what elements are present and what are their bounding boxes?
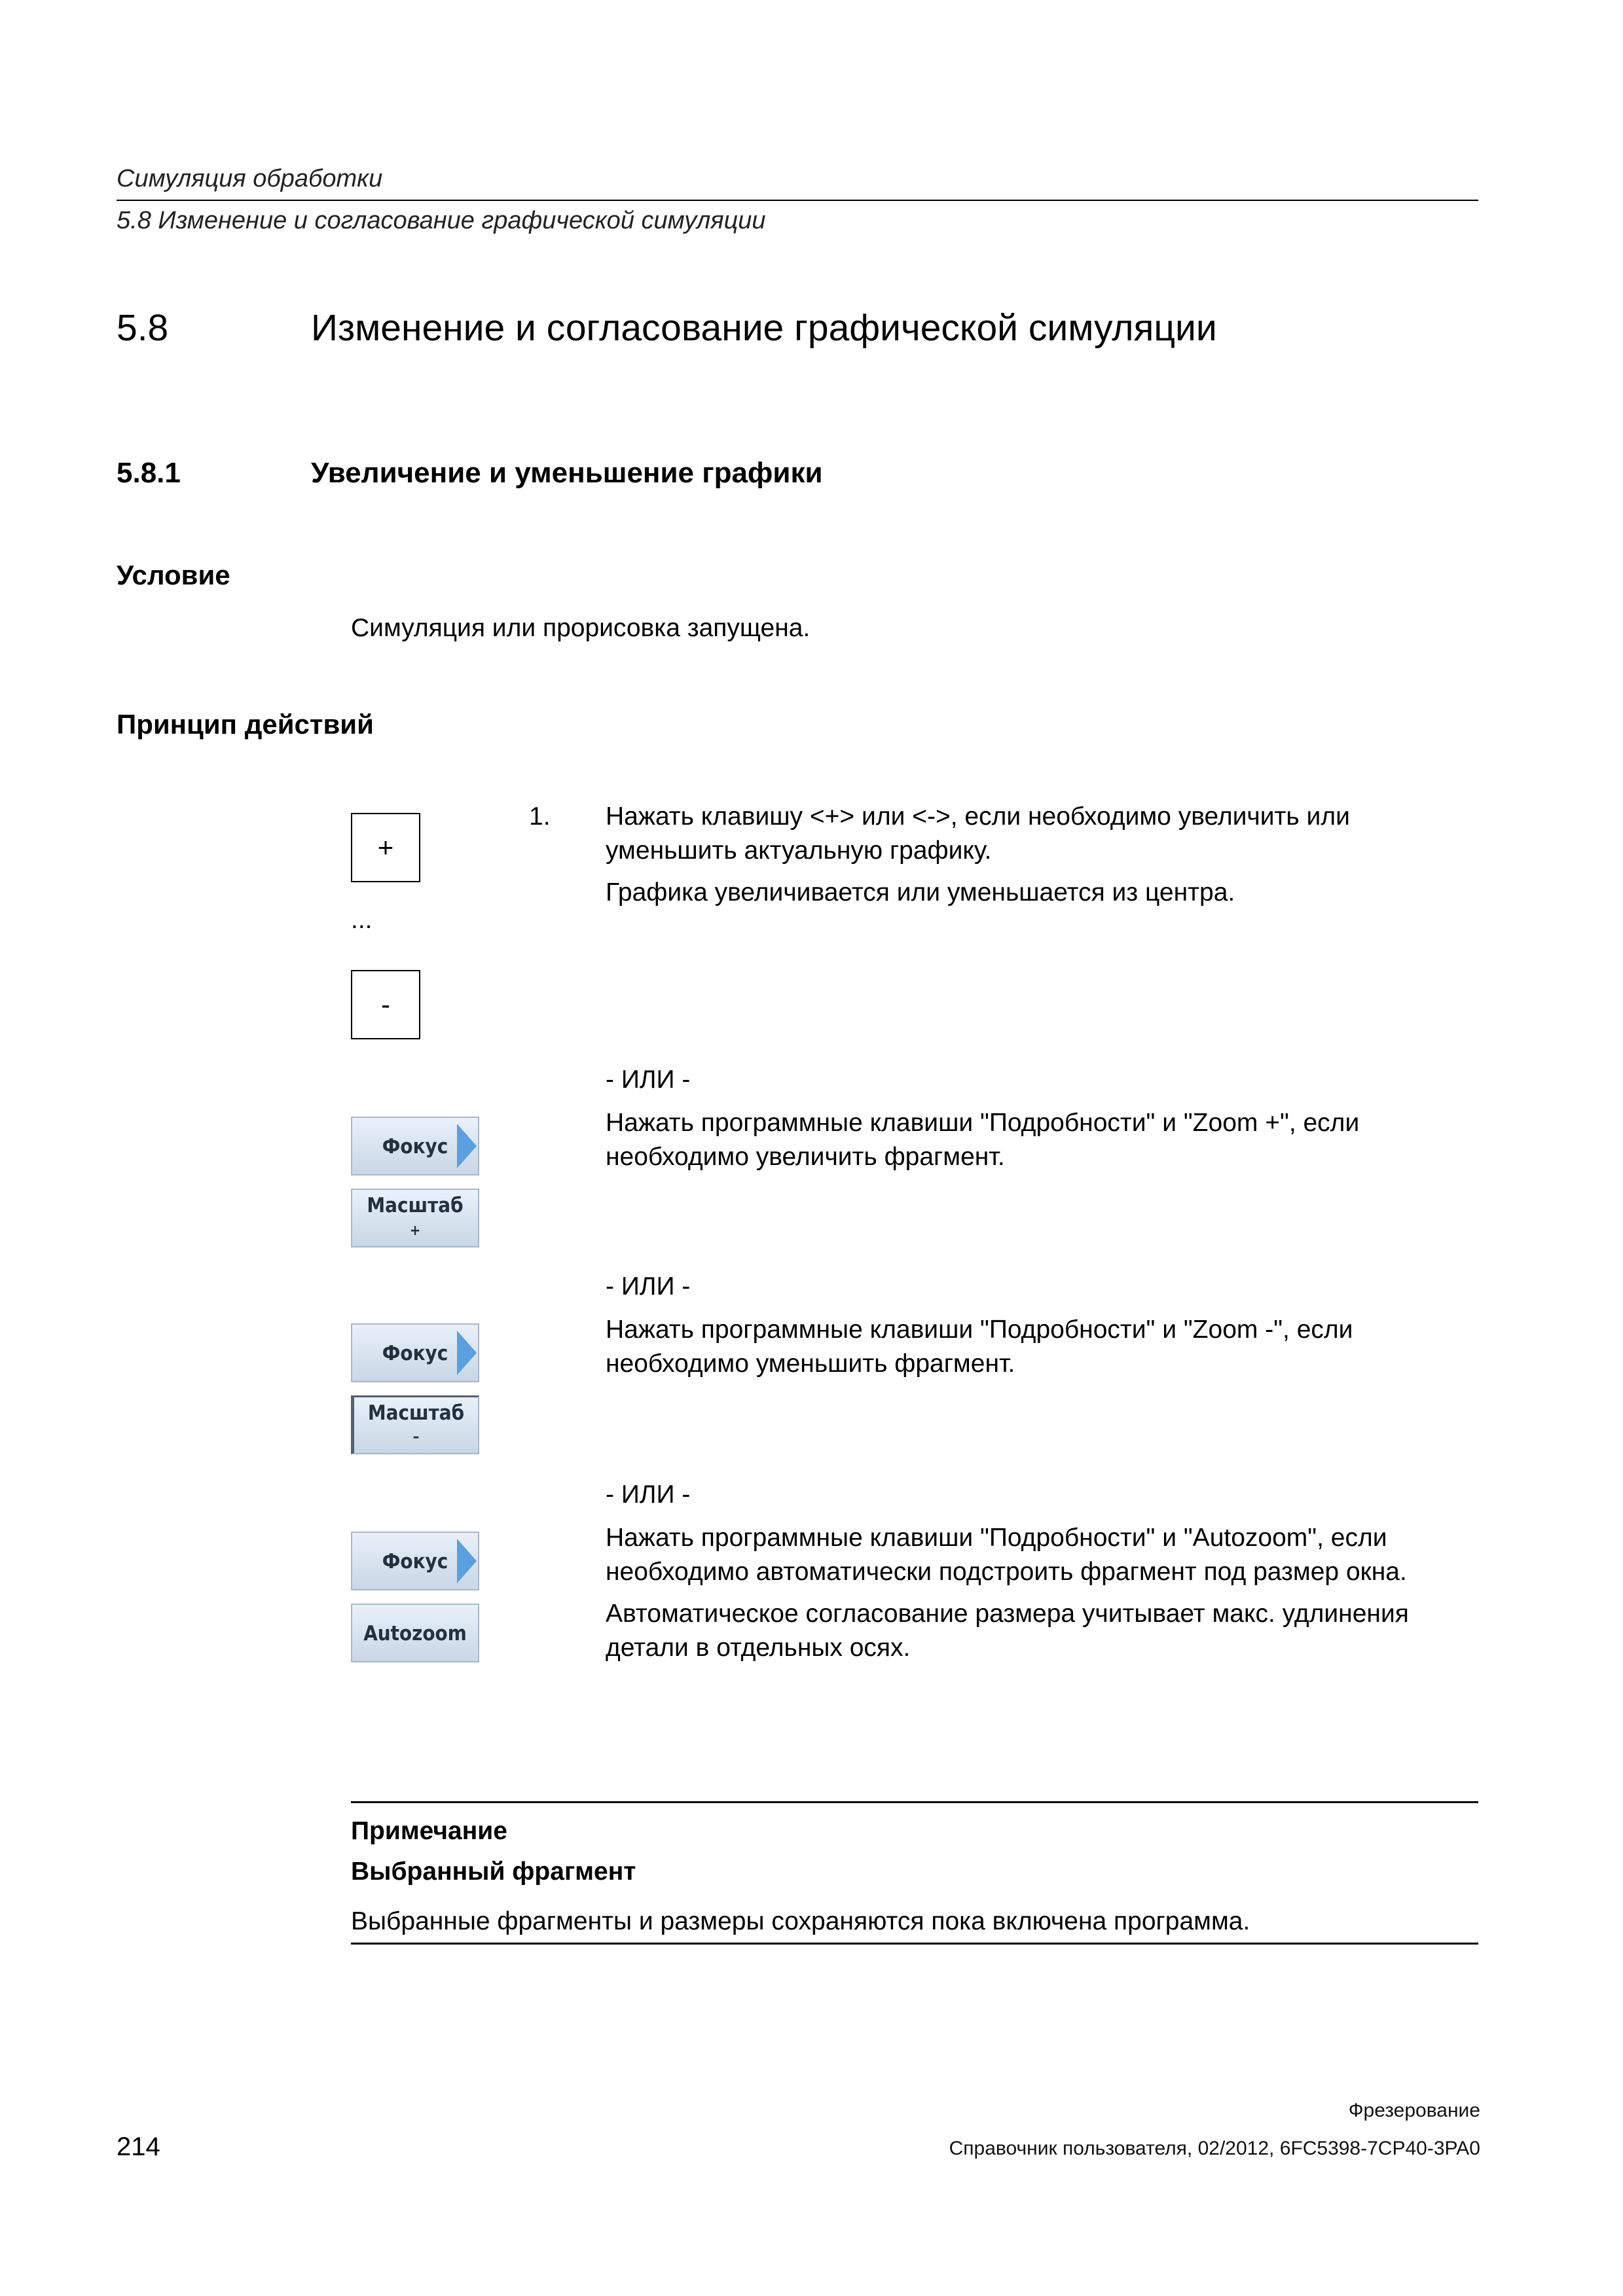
plus-key-label: + — [377, 832, 394, 863]
focus-softkey-2-label: Фокус — [382, 1342, 448, 1365]
focus-softkey-2[interactable] — [351, 1323, 479, 1382]
condition-text: Симуляция или прорисовка запущена. — [351, 614, 811, 642]
zoom-minus-softkey-sub: – — [412, 1429, 420, 1445]
plus-key[interactable] — [351, 813, 420, 882]
arrow-right-icon — [457, 1124, 477, 1168]
autozoom-softkey-label: Autozoom — [363, 1622, 467, 1645]
note-label: Примечание — [351, 1817, 507, 1845]
alt3-text — [606, 1521, 1483, 1589]
minus-key-label: - — [381, 989, 390, 1020]
or-label-2: - ИЛИ - — [606, 1272, 691, 1300]
heading2-title: Увеличение и уменьшение графики — [311, 457, 823, 489]
alt1-line2: необходимо увеличить фрагмент. — [606, 1143, 1005, 1171]
heading1-title: Изменение и согласование графической симуляции — [311, 307, 1217, 349]
minus-key[interactable] — [351, 970, 420, 1039]
alt2-line1: Нажать программные клавиши "Подробности" и "Zoom -", если — [606, 1316, 1353, 1344]
step1-line1: Нажать клавишу <+> или <->, если необходимо увеличить или — [606, 802, 1350, 831]
header-rule — [117, 200, 1478, 201]
alt3-result — [606, 1597, 1483, 1665]
focus-softkey-3-label: Фокус — [382, 1550, 448, 1573]
step1-result: Графика увеличивается или уменьшается из центра. — [606, 878, 1235, 906]
alt2-line2: необходимо уменьшить фрагмент. — [606, 1350, 1015, 1378]
step1-number: 1. — [529, 802, 551, 831]
note-top-rule — [351, 1801, 1478, 1803]
key-ellipsis: ... — [351, 906, 373, 934]
step1-text — [606, 800, 1476, 868]
zoom-plus-softkey-sub: + — [409, 1223, 421, 1239]
zoom-plus-softkey-label: Масштаб — [367, 1194, 464, 1217]
autozoom-softkey[interactable] — [351, 1604, 479, 1662]
alt2-text — [606, 1313, 1476, 1381]
running-header-section: 5.8 Изменение и согласование графической симуляции — [117, 207, 766, 234]
step1-line2: уменьшить актуальную графику. — [606, 836, 992, 865]
zoom-minus-softkey-label: Масштаб — [367, 1401, 465, 1425]
alt1-line1: Нажать программные клавиши "Подробности" и "Zoom +", если — [606, 1109, 1360, 1137]
condition-title: Условие — [117, 560, 230, 590]
zoom-minus-softkey[interactable] — [351, 1395, 479, 1454]
focus-softkey-1-label: Фокус — [382, 1135, 448, 1158]
footer-product: Фрезерование — [1348, 2100, 1480, 2121]
note-bottom-rule — [351, 1943, 1478, 1945]
page-number: 214 — [117, 2132, 160, 2161]
heading1-number: 5.8 — [117, 307, 169, 349]
note-text: Выбранные фрагменты и размеры сохраняются пока включена программа. — [351, 1907, 1250, 1935]
alt3-line1: Нажать программные клавиши "Подробности" и "Autozoom", если — [606, 1524, 1387, 1552]
or-label-1: - ИЛИ - — [606, 1066, 691, 1094]
focus-softkey-1[interactable] — [351, 1117, 479, 1175]
heading2-number: 5.8.1 — [117, 457, 181, 489]
alt3-result-line2: детали в отдельных осях. — [606, 1634, 911, 1662]
alt3-result-line1: Автоматическое согласование размера учитывает макс. удлинения — [606, 1600, 1409, 1628]
procedure-title: Принцип действий — [117, 709, 374, 740]
or-label-3: - ИЛИ - — [606, 1480, 691, 1509]
zoom-plus-softkey[interactable] — [351, 1189, 479, 1247]
focus-softkey-3[interactable] — [351, 1532, 479, 1590]
alt1-text — [606, 1106, 1476, 1174]
note-title: Выбранный фрагмент — [351, 1857, 636, 1886]
arrow-right-icon — [457, 1539, 477, 1583]
running-header-chapter: Симуляция обработки — [117, 165, 383, 192]
footer-manual: Справочник пользователя, 02/2012, 6FC5398-7CP40-3PA0 — [949, 2138, 1480, 2159]
arrow-right-icon — [457, 1331, 477, 1375]
alt3-line2: необходимо автоматически подстроить фрагмент под размер окна. — [606, 1558, 1407, 1586]
